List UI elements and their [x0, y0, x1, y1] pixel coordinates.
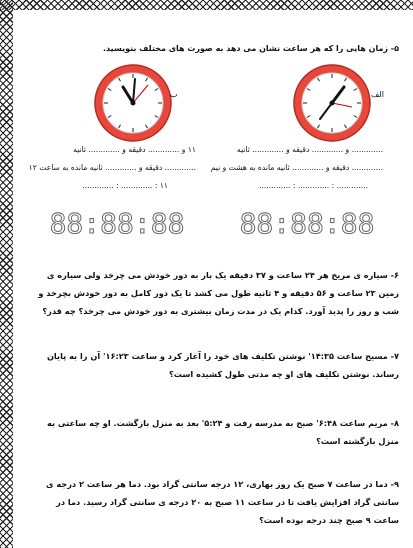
decorative-border-top [0, 0, 413, 10]
digital-clock-a [239, 207, 375, 240]
question-5-title: ۵- زمان هایی را که هر ساعت نشان می دهد به صورت های مختلف بنویسید. [103, 44, 399, 53]
question-9: ۹- دما در ساعت ۷ صبح یک روز بهاری، ۱۲ درجه سانتی گراد بود. دما هر ساعت ۲ درجه ی سانتی گراد افزایش یافت تا در ساعت ۱۱ صبح به ۲۰ درجه ی سانتی گراد رسید. دما در ساعت ۹ صبح چند درجه بوده است؟ [45, 479, 399, 525]
clock-b-label: ب [170, 90, 178, 99]
clock-a-answer-row-3: ............. : ............. : ............. [259, 181, 368, 190]
clock-a-label: الف [371, 90, 384, 99]
question-7: ۷- مسیح ساعت ۱۴:۳۵' نوشتن تکلیف های خود را آغاز کرد و ساعت ۱۶:۲۳' آن را به پایان رساند. نوشتن تکلیف های او چه مدتی طول کشیده است؟ [46, 351, 399, 379]
question-8: ۸- مریم ساعت ۶:۴۸' صبح به مدرسه رفت و ۵:۲۴' بعد به منزل بازگشت. او چه ساعتی به منزل بازگشته است؟ [47, 418, 399, 446]
analog-clock-b [93, 63, 173, 143]
digital-clock-b-text: 88:88:88 [49, 207, 185, 240]
digital-clock-a-text: 88:88:88 [239, 207, 375, 240]
clock-a-answer-row-1: ............. و ............. دقیقه و ............. ثانیه [236, 145, 383, 154]
digital-clock-b [49, 207, 185, 240]
clock-b-answer-row-1: ۱۱ و ............. دقیقه و ............. ثانیه [73, 145, 196, 154]
question-6: ۶- سیاره ی مریخ هر ۲۴ ساعت و ۳۷ دقیقه یک بار به دور خودش می چرخد ولی سیاره ی زمین ۲۳ ساعت و ۵۶ دقیقه و ۴ ثانیه طول می کشد تا یک دور کامل به دور خودش بچرخد و شب و روز را پدید آورد. کدام یک در مدت زمان بیشتری به دور خودش می چرخد؟ چه قدر؟ [38, 270, 399, 316]
analog-clock-a [292, 63, 372, 143]
decorative-border-left [0, 0, 13, 548]
clock-b-answer-row-2: ............. دقیقه و ............. ثانیه مانده به ساعت ۱۲ [28, 163, 196, 172]
clock-b-answer-row-3: ۱۱ : ............. : ............. [82, 181, 168, 190]
clock-a-answer-row-2: ............. دقیقه و ............. ثانیه مانده به هشت و نیم [210, 163, 383, 172]
